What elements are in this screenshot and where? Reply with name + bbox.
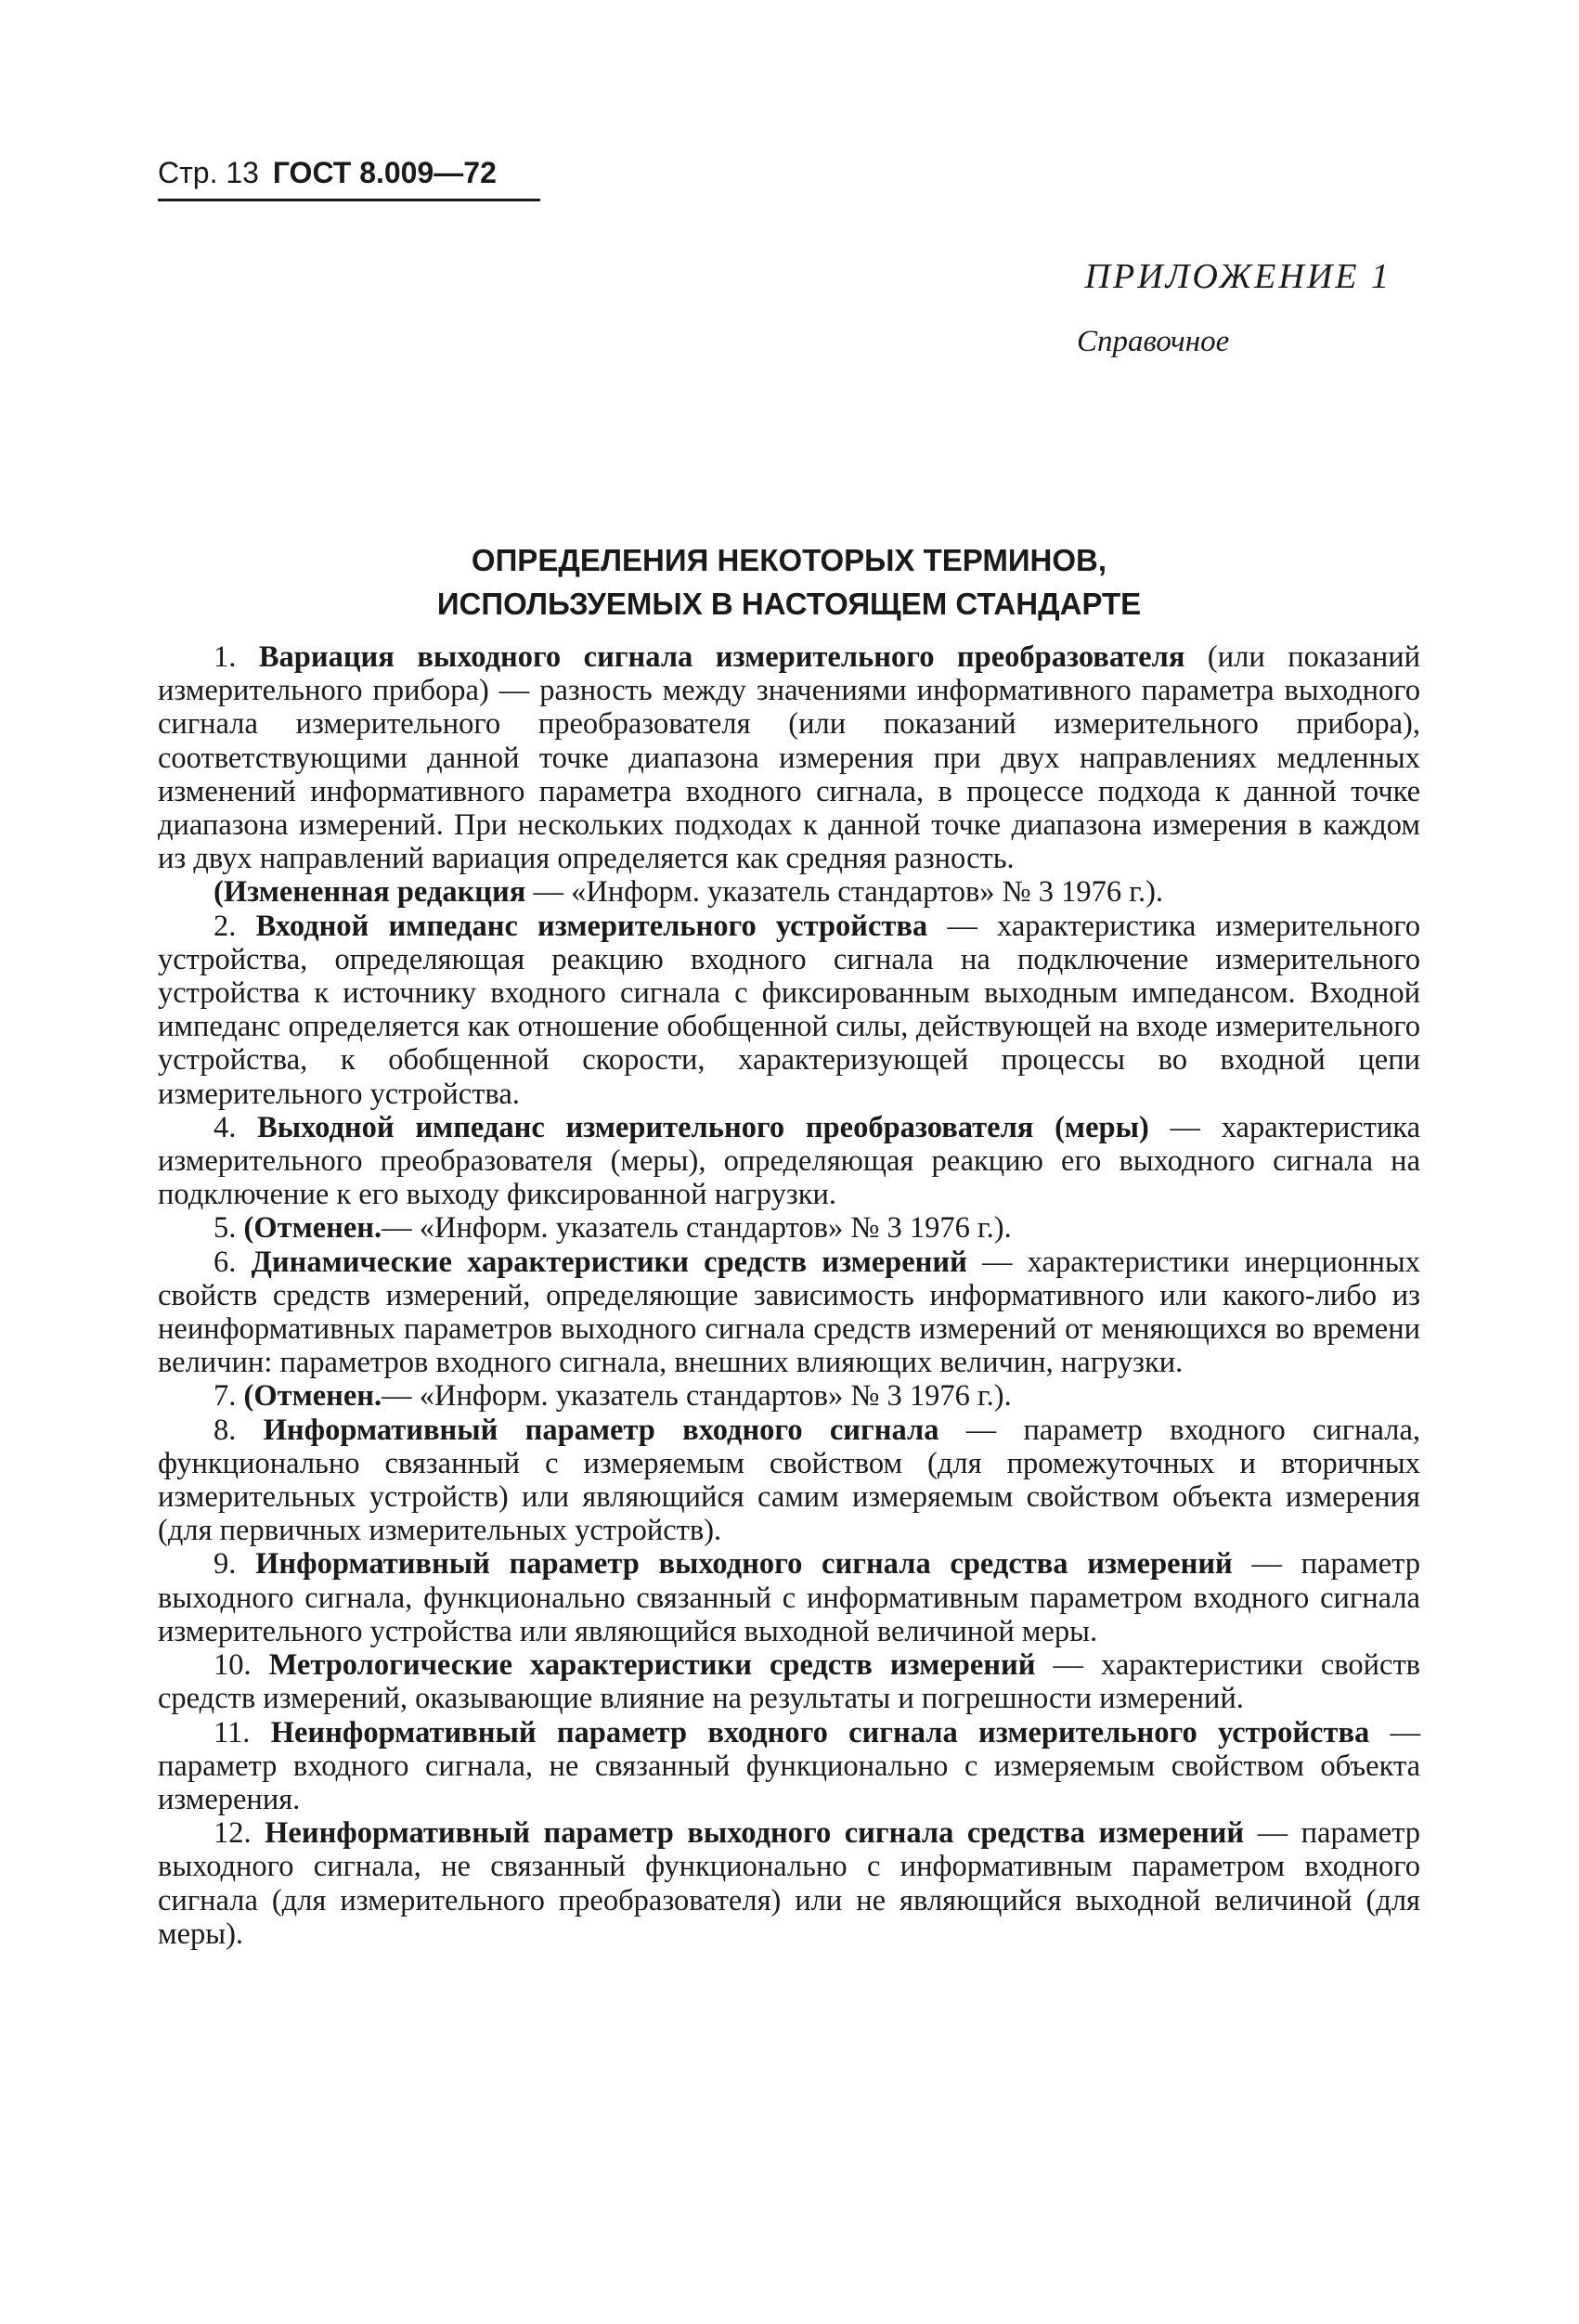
appendix-note: Справочное bbox=[1077, 325, 1230, 358]
definition-item bbox=[158, 1547, 1420, 1648]
title-line-2: ИСПОЛЬЗУЕМЫХ В НАСТОЯЩЕМ СТАНДАРТЕ bbox=[436, 587, 1142, 621]
item-text: — «Информ. указатель стандартов» № 3 1976 г.). bbox=[382, 1379, 1012, 1414]
item-number: 7. bbox=[214, 1379, 237, 1414]
item-term: (Отменен. bbox=[243, 1379, 382, 1414]
item-text: — параметр выходного сигнала, функционально связанный с информативным параметром входного сигнала измерительного устройства или являющийся выходной величиной меры. bbox=[158, 1547, 1421, 1648]
item-text: — характеристики свойств средств измерений, оказывающие влияние на результаты и погрешности измерений. bbox=[158, 1648, 1421, 1716]
item-text: — характеристика измерительного устройства, определяющая реакцию входного сигнала на подключение измерительного устройства к источнику входного сигнала с фиксированным выходным импедансом. Входной импеданс определяется как отношение обобщенной силы, действующей на входе измерительного устройства, к обобщенной скорости, характеризующей процессы во входной цепи измерительного устройства. bbox=[158, 909, 1420, 1111]
item-term: Неинформативный параметр входного сигнала измерительного устройства bbox=[270, 1715, 1370, 1749]
standard-number: ГОСТ 8.009—72 bbox=[272, 156, 497, 189]
definition-item bbox=[158, 1648, 1420, 1715]
item-number: 1. bbox=[214, 640, 237, 674]
definitions-body bbox=[158, 640, 1420, 1951]
item-text: — «Информ. указатель стандартов» № 3 1976 г.). bbox=[382, 1211, 1012, 1246]
item-number: 2. bbox=[214, 909, 237, 943]
item-number: 8. bbox=[214, 1413, 237, 1447]
section-title bbox=[158, 538, 1420, 626]
item-number: 11. bbox=[214, 1715, 251, 1749]
definition-item bbox=[158, 1111, 1420, 1212]
amendment-note bbox=[158, 875, 1420, 909]
item-number: 10. bbox=[214, 1648, 252, 1683]
page-number: Стр. 13 bbox=[158, 156, 259, 189]
item-text: — характеристики инерционных свойств средств измерений, определяющие зависимость информативного или какого-либо из неинформативных параметров выходного сигнала средств измерений от меняющихся во времени величин: параметров входного сигнала, внешних влияющих величин, нагрузки. bbox=[158, 1245, 1421, 1380]
item-term: Информативный параметр входного сигнала bbox=[263, 1413, 939, 1447]
definition-item bbox=[158, 1716, 1420, 1817]
item-text: — параметр входного сигнала, не связанный функционально с измеряемым свойством объекта измерения. bbox=[158, 1715, 1421, 1816]
item-number: 5. bbox=[214, 1211, 237, 1246]
header-rule bbox=[158, 199, 540, 201]
definition-item bbox=[158, 640, 1420, 875]
item-text: — «Информ. указатель стандартов» № 3 1976 г.). bbox=[525, 875, 1164, 910]
item-text: — параметр выходного сигнала, не связанный функционально с информативным параметром входного сигнала (для измерительного преобразователя) или не являющийся выходной величиной (для меры). bbox=[158, 1816, 1420, 1951]
item-text: (или показаний измерительного прибора) — разность между значениями информативного параметра выходного сигнала измерительного преобразователя (или показаний измерительного прибора), соответствующими данной точке диапазона измерения при двух направлениях медленных изменений информативного параметра входного сигнала, в процессе подхода к данной точке диапазона измерений. При нескольких подходах к данной точке диапазона измерения в каждом из двух направлений вариация определяется как средняя разность. bbox=[158, 640, 1420, 876]
item-term: Неинформативный параметр выходного сигнала средства измерений bbox=[265, 1816, 1245, 1851]
item-term: Входной импеданс измерительного устройства bbox=[255, 909, 928, 943]
item-term: Информативный параметр выходного сигнала средства измерений bbox=[255, 1547, 1233, 1582]
definition-item bbox=[158, 1816, 1420, 1951]
item-text: — параметр входного сигнала, функционально связанный с измеряемым свойством (для промежуточных и вторичных измерительных устройств) или являющийся самим измеряемым свойством объекта измерения (для первичных измерительных устройств). bbox=[158, 1413, 1420, 1548]
title-line-1: ОПРЕДЕЛЕНИЯ НЕКОТОРЫХ ТЕРМИНОВ, bbox=[471, 543, 1107, 577]
definition-item bbox=[158, 1211, 1420, 1245]
item-term: Метрологические характеристики средств измерений bbox=[268, 1648, 1036, 1683]
item-term: Выходной импеданс измерительного преобразователя (меры) bbox=[257, 1110, 1149, 1144]
item-number: (Измененная редакция bbox=[214, 875, 526, 910]
page-header bbox=[158, 156, 540, 190]
definition-item bbox=[158, 1379, 1420, 1413]
appendix-label: ПРИЛОЖЕНИЕ 1 bbox=[1084, 257, 1391, 296]
item-text: — характеристика измерительного преобразователя (меры), определяющая реакцию его выходного сигнала на подключение к его выходу фиксированной нагрузки. bbox=[158, 1110, 1420, 1212]
definition-item bbox=[158, 1414, 1420, 1548]
item-number: 6. bbox=[214, 1245, 237, 1279]
item-term: Вариация выходного сигнала измерительного преобразователя bbox=[258, 640, 1185, 674]
item-number: 9. bbox=[214, 1547, 237, 1582]
item-number: 4. bbox=[214, 1110, 237, 1144]
definition-item bbox=[158, 910, 1420, 1111]
item-number: 12. bbox=[214, 1816, 252, 1851]
item-term: (Отменен. bbox=[243, 1211, 382, 1246]
definition-item bbox=[158, 1246, 1420, 1380]
item-term: Динамические характеристики средств измерений bbox=[251, 1245, 967, 1279]
